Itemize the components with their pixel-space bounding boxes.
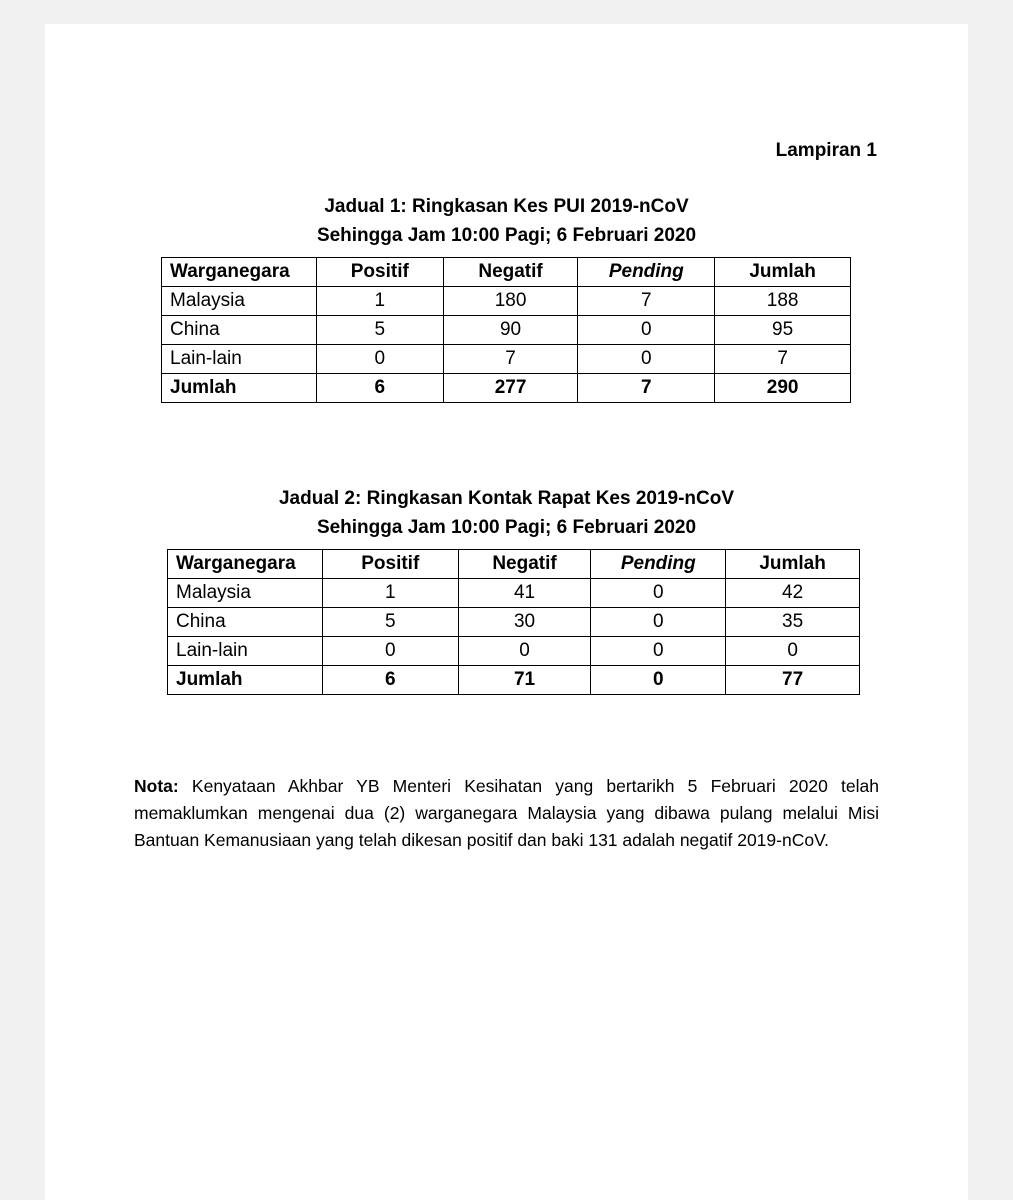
note-paragraph xyxy=(134,773,879,854)
table1-header-pending: Pending xyxy=(578,258,715,287)
table2-header-warganegara: Warganegara xyxy=(168,550,323,579)
table1-header-row xyxy=(162,258,851,287)
table-cell: 0 xyxy=(591,666,726,695)
table-cell: 188 xyxy=(715,287,851,316)
table-cell: 30 xyxy=(458,608,591,637)
table-row xyxy=(168,579,860,608)
table-row xyxy=(168,637,860,666)
table2-header-positif: Positif xyxy=(322,550,458,579)
table1-title xyxy=(45,192,968,250)
table-cell: Jumlah xyxy=(162,374,317,403)
table-cell: 77 xyxy=(726,666,860,695)
table-cell: Malaysia xyxy=(162,287,317,316)
table-cell: 42 xyxy=(726,579,860,608)
table1-header-negatif: Negatif xyxy=(443,258,578,287)
table-cell: 0 xyxy=(316,345,443,374)
table-cell: 180 xyxy=(443,287,578,316)
table2-header-negatif: Negatif xyxy=(458,550,591,579)
table2 xyxy=(167,549,860,695)
table-cell: Jumlah xyxy=(168,666,323,695)
table-cell: 277 xyxy=(443,374,578,403)
table2-header-jumlah: Jumlah xyxy=(726,550,860,579)
table1-header-positif: Positif xyxy=(316,258,443,287)
table-row xyxy=(168,608,860,637)
table-total-row xyxy=(162,374,851,403)
table-cell: 5 xyxy=(316,316,443,345)
table-cell: 0 xyxy=(591,608,726,637)
table-cell: 7 xyxy=(443,345,578,374)
table-cell: 35 xyxy=(726,608,860,637)
table-cell: 0 xyxy=(591,637,726,666)
table-cell: 0 xyxy=(578,345,715,374)
table-cell: 1 xyxy=(316,287,443,316)
table2-header-row xyxy=(168,550,860,579)
table-cell: 0 xyxy=(322,637,458,666)
table-cell: 90 xyxy=(443,316,578,345)
table-cell: Lain-lain xyxy=(168,637,323,666)
table2-header-pending: Pending xyxy=(591,550,726,579)
note-text: Kenyataan Akhbar YB Menteri Kesihatan yang bertarikh 5 Februari 2020 telah memaklumkan mengenai dua (2) warganegara Malaysia yang dibawa pulang melalui Misi Bantuan Kemanusiaan yang telah dikesan positif dan baki 131 adalah negatif 2019-nCoV. xyxy=(134,776,879,850)
table1 xyxy=(161,257,851,403)
table-cell: 6 xyxy=(316,374,443,403)
table1-header-warganegara: Warganegara xyxy=(162,258,317,287)
table-cell: Malaysia xyxy=(168,579,323,608)
table-cell: 1 xyxy=(322,579,458,608)
table-cell: 0 xyxy=(591,579,726,608)
table1-title-line1: Jadual 1: Ringkasan Kes PUI 2019-nCoV xyxy=(324,196,689,217)
table-cell: 7 xyxy=(715,345,851,374)
table-cell: 290 xyxy=(715,374,851,403)
table2-title-line2: Sehingga Jam 10:00 Pagi; 6 Februari 2020 xyxy=(316,517,697,538)
table2-title-line1: Jadual 2: Ringkasan Kontak Rapat Kes 2019-nCoV xyxy=(278,488,735,509)
table-cell: 0 xyxy=(726,637,860,666)
table-row xyxy=(162,316,851,345)
note-label: Nota: xyxy=(134,776,179,796)
table-total-row xyxy=(168,666,860,695)
table-cell: 41 xyxy=(458,579,591,608)
table-cell: China xyxy=(162,316,317,345)
table-cell: 95 xyxy=(715,316,851,345)
document-page xyxy=(45,24,968,1200)
table-row xyxy=(162,287,851,316)
table1-title-line2: Sehingga Jam 10:00 Pagi; 6 Februari 2020 xyxy=(316,225,697,246)
table-cell: 5 xyxy=(322,608,458,637)
table-cell: 7 xyxy=(578,374,715,403)
table-cell: 0 xyxy=(578,316,715,345)
table-cell: 6 xyxy=(322,666,458,695)
table-cell: 0 xyxy=(458,637,591,666)
table2-title xyxy=(45,484,968,542)
table-cell: 71 xyxy=(458,666,591,695)
table-cell: China xyxy=(168,608,323,637)
appendix-label: Lampiran 1 xyxy=(775,140,877,161)
table-cell: 7 xyxy=(578,287,715,316)
table-cell: Lain-lain xyxy=(162,345,317,374)
table-row xyxy=(162,345,851,374)
table1-header-jumlah: Jumlah xyxy=(715,258,851,287)
